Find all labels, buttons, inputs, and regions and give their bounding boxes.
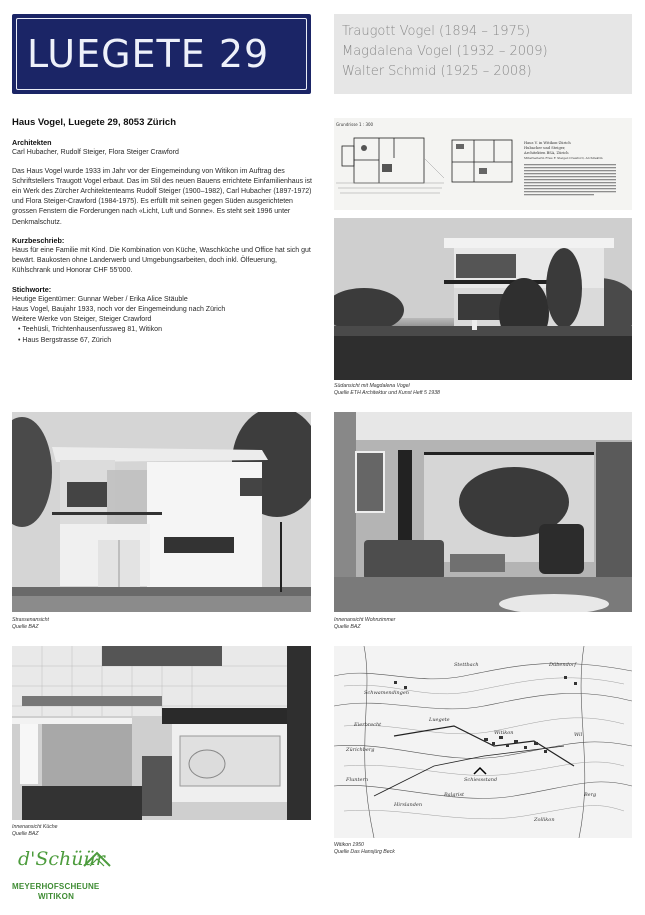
map-label: Schiessstand (464, 777, 498, 783)
summary-text: Haus für eine Familie mit Kind. Die Kombination von Küche, Waschküche und Office hat sich gut bewärt. Baukosten ohne Landerwerb und Umgebungsarbeiten, doch inkl. Ölfeuerung, Kühlschrank und Honorar CHF 55'000. (12, 247, 311, 275)
kitchen-photo (12, 646, 311, 820)
map-label: Berg (584, 792, 597, 798)
resident-name: Walter Schmid (1925 – 2008) (342, 64, 532, 79)
caption-title: Innenansicht Küche (12, 824, 58, 830)
interior-photo (334, 412, 632, 612)
plan-heading-line: Haus V. in Witikon-Zürich (524, 141, 571, 145)
caption-title: Innenansicht Wohnzimmer (334, 617, 396, 623)
logo-line-2: WITIKON (38, 892, 75, 901)
map-label: Witikon (494, 730, 514, 736)
plan-heading-line: Hubacher und Steiger, (524, 146, 566, 150)
keyword-line: Heutige Eigentümer: Gunnar Weber / Erika Alice Stäuble (12, 295, 188, 303)
intro-text: Das Haus Vogel wurde 1933 im Jahr vor der Eingemeindung von Witikon im Auftrag des Schriftstellers Traugott Vogel erbaut. Das im Stil des neuen Bauens errichtete Einfamilienhaus ist ein Werk des Zürcher Architektenteams Rudolf Steiger (1900–1982), Carl Hubacher (1897-1972) und Flora Steiger-Crawford (1984-1975). Es erfüllt mit seinen gegen Süden ausgerichteten grossen Fenstern die Forderungen nach «Licht, Luft und Sonne». Es steht seit 1996 unter Denkmalschutz. (12, 167, 312, 226)
keyword-line: Haus Vogel, Baujahr 1933, noch vor der Eingemeindung nach Zürich (12, 306, 226, 314)
resident-name: Traugott Vogel (1894 – 1975) (342, 24, 531, 39)
map-label: Zollikon (534, 817, 555, 823)
south-view-caption (334, 383, 440, 397)
floor-plan-drawing (334, 118, 632, 210)
caption-title: Strassenansicht (12, 617, 49, 623)
map-label: Hirslanden (394, 802, 423, 808)
works-list (12, 325, 312, 345)
south-view-photo (334, 218, 632, 380)
residents-box (334, 14, 632, 94)
street-view-photo (12, 412, 311, 612)
keywords-heading: Stichworte: (12, 284, 52, 294)
caption-title: Südansicht mit Magdalena Vogel (334, 383, 410, 389)
map-label: Schwamendingen (364, 690, 410, 696)
interior-caption (334, 617, 395, 631)
map-label: Fluntern (346, 777, 369, 783)
map-image (334, 646, 632, 838)
plan-scale: Grundrisse 1 : 300 (336, 122, 374, 127)
caption-source: Quelle Das Hansjürg Beck (334, 849, 395, 855)
map-label: Zürichberg (346, 747, 375, 753)
caption-source: Quelle ETH Architektur und Kunst Heft 5 1938 (334, 390, 440, 396)
summary-heading: Kurzbeschrieb: (12, 235, 65, 245)
logo-line-1: MEYERHOFSCHEUNE (12, 882, 100, 891)
map-caption (334, 842, 395, 856)
floor-plan-image (334, 118, 632, 210)
map-label: Luegete (429, 717, 450, 723)
plan-heading-line: Mitarbeiterin Frau F. Steiger-Crawford, Architektin (524, 156, 603, 160)
street-sign-text: LUEGETE 29 (16, 18, 307, 90)
caption-source: Quelle BAZ (12, 624, 39, 630)
article-text (12, 118, 312, 346)
caption-source: Quelle BAZ (334, 624, 361, 630)
street-view-caption (12, 617, 49, 631)
logo-script: d'Schüür (18, 848, 105, 870)
map-label: Balgrist (444, 792, 465, 798)
map-label: Wil (574, 732, 583, 738)
article-title: Haus Vogel, Luegete 29, 8053 Zürich (12, 117, 177, 128)
architects-text: Carl Hubacher, Rudolf Steiger, Flora Steiger Crawford (12, 149, 179, 157)
map-label: Eierbrecht (354, 722, 382, 728)
barn-roof-icon (82, 850, 112, 868)
caption-source: Quelle BAZ (12, 831, 39, 837)
caption-title: Witikon 1950 (334, 842, 364, 848)
street-sign (12, 14, 311, 94)
works-item: • Haus Bergstrasse 67, Zürich (18, 336, 312, 346)
map-label: Stettbach (454, 662, 479, 668)
kitchen-caption (12, 824, 58, 838)
architects-heading: Architekten (12, 138, 52, 148)
keyword-line: Weitere Werke von Steiger, Steiger Crawford (12, 316, 152, 324)
logo (12, 848, 112, 908)
plan-heading-line: Architekten BSA, Zürich (524, 151, 569, 155)
works-item: • Teehüsli, Trichtenhausenfussweg 81, Witikon (18, 325, 312, 335)
resident-name: Magdalena Vogel (1932 – 2009) (342, 44, 548, 59)
map-label: Dübendorf (549, 662, 577, 668)
